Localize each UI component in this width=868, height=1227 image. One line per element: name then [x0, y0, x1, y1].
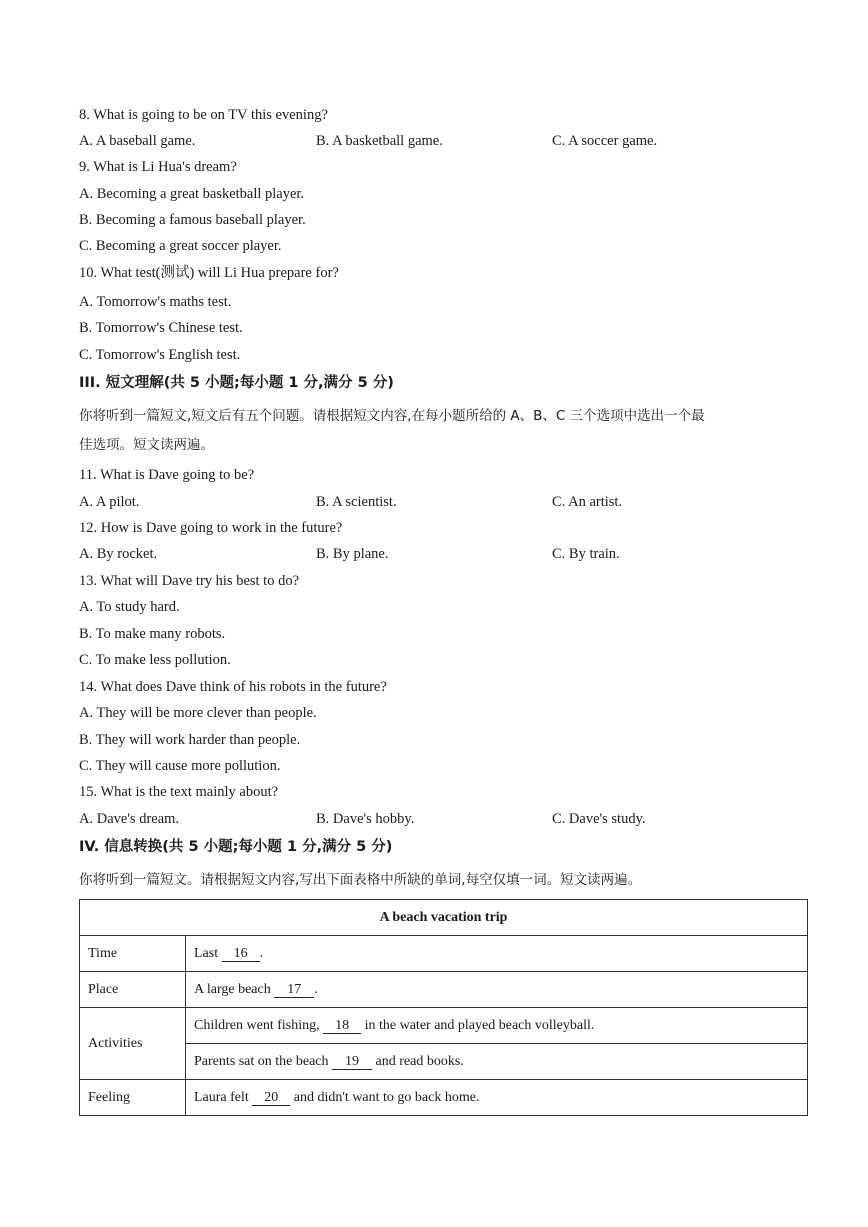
- activity-1-prefix: Children went fishing,: [194, 1017, 324, 1033]
- question-9: 9. What is Li Hua's dream?: [79, 159, 237, 175]
- feeling-cell: [186, 1080, 808, 1116]
- time-label: Time: [80, 936, 186, 972]
- question-15: 15. What is the text mainly about?: [79, 784, 279, 800]
- feeling-prefix: Laura felt: [194, 1089, 253, 1105]
- q15-option-b: B. Dave's hobby.: [316, 811, 415, 827]
- place-cell: [186, 972, 808, 1008]
- q12-option-b: B. By plane.: [316, 546, 389, 562]
- q8-option-b: B. A basketball game.: [316, 133, 443, 149]
- section-4-instruction: 你将听到一篇短文。请根据短文内容,写出下面表格中所缺的单词,每空仅填一词。短文读两遍。: [79, 872, 642, 888]
- place-prefix: A large beach: [194, 981, 275, 997]
- q11-option-a: A. A pilot.: [79, 494, 140, 510]
- place-label: Place: [80, 972, 186, 1008]
- blank-18[interactable]: 18: [323, 1018, 361, 1034]
- beach-trip-table: [79, 899, 808, 1116]
- time-cell: [186, 936, 808, 972]
- feeling-label: Feeling: [80, 1080, 186, 1116]
- feeling-suffix: and didn't want to go back home.: [290, 1089, 480, 1105]
- question-8: 8. What is going to be on TV this evening?: [79, 107, 328, 123]
- q14-option-c: C. They will cause more pollution.: [79, 758, 281, 774]
- blank-20[interactable]: 20: [252, 1090, 290, 1106]
- q10-option-c: C. Tomorrow's English test.: [79, 347, 241, 363]
- table-row-feeling: [80, 1080, 808, 1116]
- q12-option-a: A. By rocket.: [79, 546, 158, 562]
- q11-option-c: C. An artist.: [552, 494, 623, 510]
- q9-option-a: A. Becoming a great basketball player.: [79, 186, 305, 202]
- q10-option-b: B. Tomorrow's Chinese test.: [79, 320, 243, 336]
- q12-option-c: C. By train.: [552, 546, 620, 562]
- question-11: 11. What is Dave going to be?: [79, 467, 255, 483]
- q9-option-c: C. Becoming a great soccer player.: [79, 238, 282, 254]
- place-suffix: .: [314, 981, 318, 997]
- activity-1-cell: [186, 1008, 808, 1044]
- section-3-instruction-line-2: 佳选项。短文读两遍。: [79, 437, 214, 453]
- section-3-heading: III. 短文理解(共 5 小题;每小题 1 分,满分 5 分): [79, 375, 394, 391]
- question-14: 14. What does Dave think of his robots in the future?: [79, 679, 387, 695]
- activity-2-cell: [186, 1044, 808, 1080]
- q13-option-a: A. To study hard.: [79, 599, 180, 615]
- q13-option-b: B. To make many robots.: [79, 626, 226, 642]
- q8-option-a: A. A baseball game.: [79, 133, 196, 149]
- table-row-place: [80, 972, 808, 1008]
- time-suffix: .: [259, 945, 264, 961]
- q8-option-c: C. A soccer game.: [552, 133, 658, 149]
- question-10: 10. What test(测试) will Li Hua prepare for?: [79, 265, 339, 281]
- q9-option-b: B. Becoming a famous baseball player.: [79, 212, 306, 228]
- time-prefix: Last: [194, 945, 222, 961]
- question-12: 12. How is Dave going to work in the future?: [79, 520, 343, 536]
- table-row-activities-1: [80, 1008, 808, 1044]
- table-row-time: [80, 936, 808, 972]
- section-4-heading: IV. 信息转换(共 5 小题;每小题 1 分,满分 5 分): [79, 839, 393, 855]
- question-13: 13. What will Dave try his best to do?: [79, 573, 300, 589]
- activity-1-suffix: in the water and played beach volleyball.: [361, 1017, 595, 1033]
- q13-option-c: C. To make less pollution.: [79, 652, 231, 668]
- q14-option-b: B. They will work harder than people.: [79, 732, 301, 748]
- activity-2-suffix: and read books.: [372, 1053, 464, 1069]
- q14-option-a: A. They will be more clever than people.: [79, 705, 317, 721]
- table-title-row: [80, 900, 808, 936]
- table-title: A beach vacation trip: [80, 900, 808, 936]
- section-3-instruction-line-1: 你将听到一篇短文,短文后有五个问题。请根据短文内容,在每小题所给的 A、B、C 三个选项中选出一个最: [79, 408, 705, 424]
- table-row-activities-2: [80, 1044, 808, 1080]
- blank-17[interactable]: 17: [274, 982, 314, 998]
- blank-19[interactable]: 19: [332, 1054, 372, 1070]
- blank-16[interactable]: 16: [222, 946, 260, 962]
- q15-option-c: C. Dave's study.: [552, 811, 646, 827]
- activities-label: Activities: [80, 1008, 186, 1080]
- q11-option-b: B. A scientist.: [316, 494, 397, 510]
- activity-2-prefix: Parents sat on the beach: [194, 1053, 333, 1069]
- q15-option-a: A. Dave's dream.: [79, 811, 180, 827]
- q10-option-a: A. Tomorrow's maths test.: [79, 294, 232, 310]
